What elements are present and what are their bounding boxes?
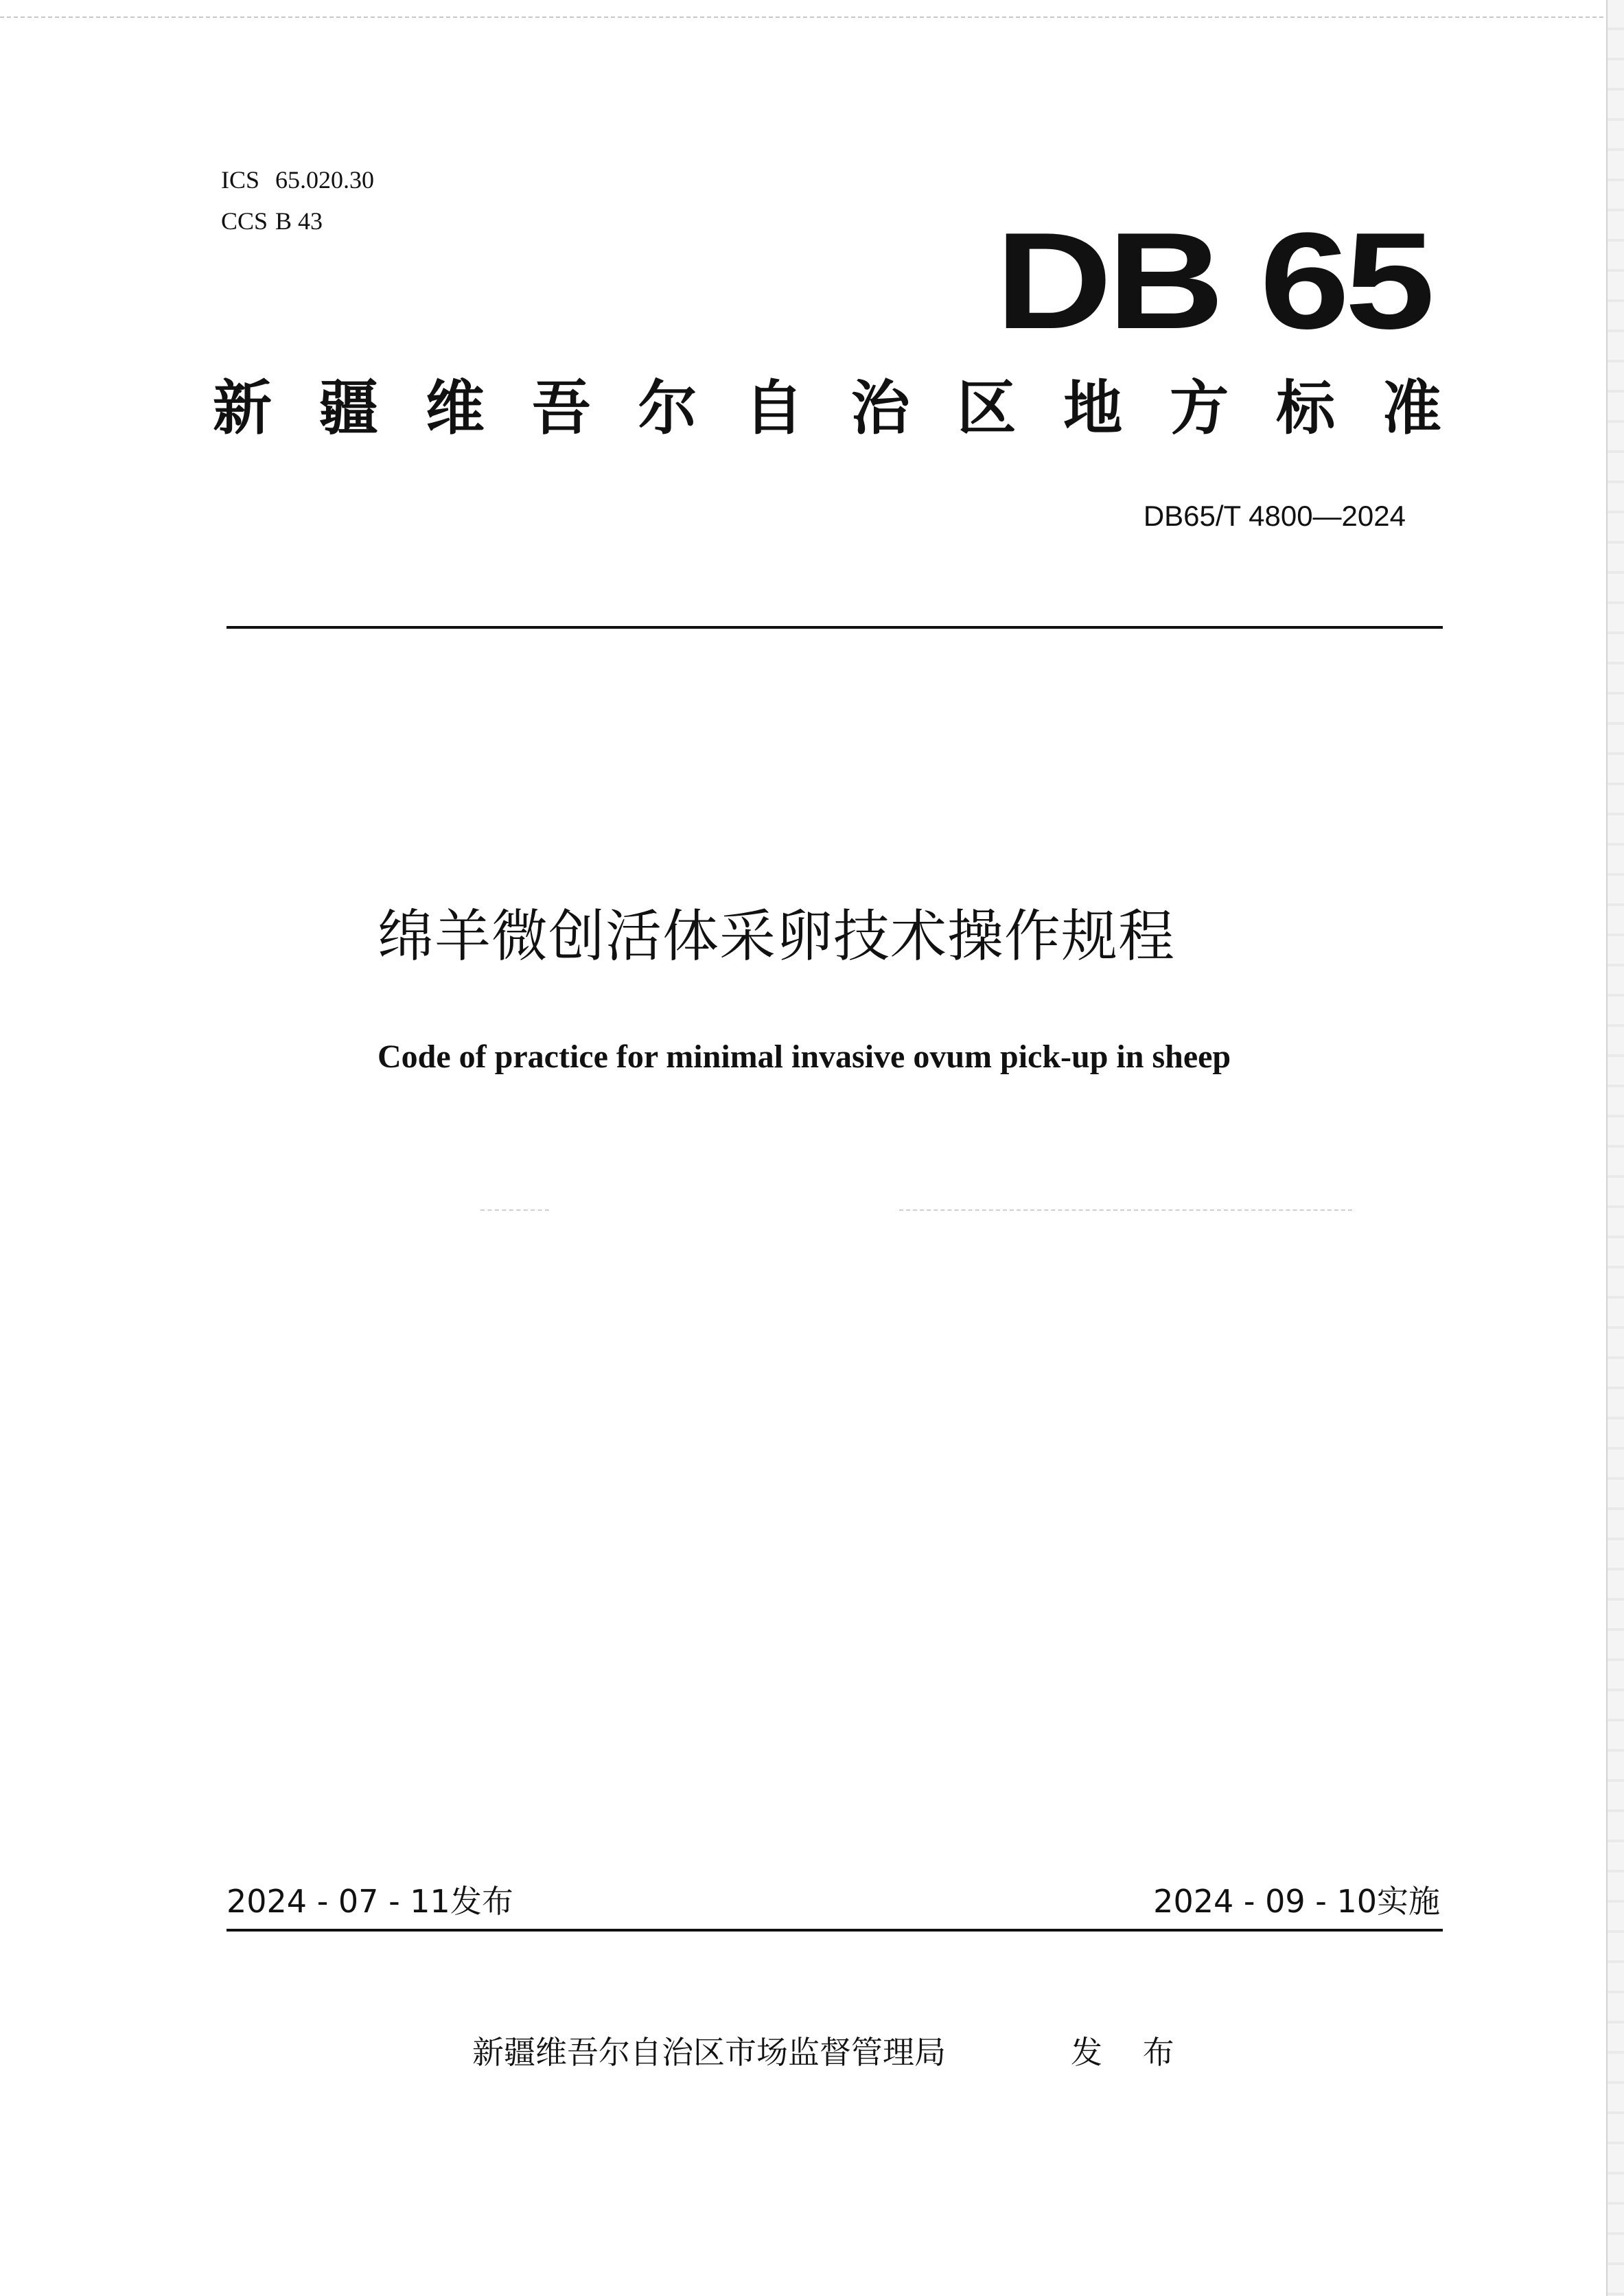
ics-code-row (221, 159, 374, 200)
ics-value: 65.020.30 (275, 166, 374, 194)
header-divider (227, 626, 1443, 629)
issuer-title-char: 疆 (318, 374, 378, 443)
scan-edge-right (1606, 0, 1624, 2296)
issuer-title-char: 地 (1063, 374, 1123, 443)
effective-date: 2024 - 09 - 10实施 (1153, 1883, 1440, 1920)
ccs-code-row (221, 200, 374, 242)
publish-action: 发 布 (1071, 2034, 1190, 2071)
classification-codes (221, 159, 374, 242)
ccs-label: CCS (221, 207, 268, 235)
issuer-title-char: 新 (213, 374, 272, 443)
db65-logo: DB 65 (995, 205, 1430, 358)
issuer-title-char: 尔 (638, 374, 697, 443)
document-title-english: Code of practice for minimal invasive ovum pick-up in sheep (378, 1039, 1231, 1075)
footer-divider (227, 1929, 1443, 1932)
document-title-chinese: 绵羊微创活体采卵技术操作规程 (378, 904, 1176, 969)
issuer-title-char: 吾 (531, 374, 591, 443)
issuer-title (213, 371, 1441, 446)
issuer-title-char: 区 (957, 374, 1017, 443)
scan-artifact-line (899, 1209, 1352, 1211)
publisher-name: 新疆维吾尔自治区市场监督管理局 (472, 2034, 946, 2071)
standard-number: DB65/T 4800—2024 (1143, 500, 1406, 532)
issuer-title-char: 维 (425, 374, 485, 443)
ccs-value: B 43 (275, 207, 323, 235)
issuer-title-char: 自 (744, 374, 804, 443)
scan-artifact-line (480, 1209, 549, 1211)
scan-edge-top (0, 0, 1624, 18)
issuer-title-char: 方 (1170, 374, 1229, 443)
issuer-title-char: 治 (850, 374, 910, 443)
publish-date: 2024 - 07 - 11发布 (227, 1883, 513, 1920)
issuer-title-char: 标 (1276, 374, 1336, 443)
issuer-title-char: 准 (1382, 374, 1441, 443)
ics-label: ICS (221, 166, 260, 194)
